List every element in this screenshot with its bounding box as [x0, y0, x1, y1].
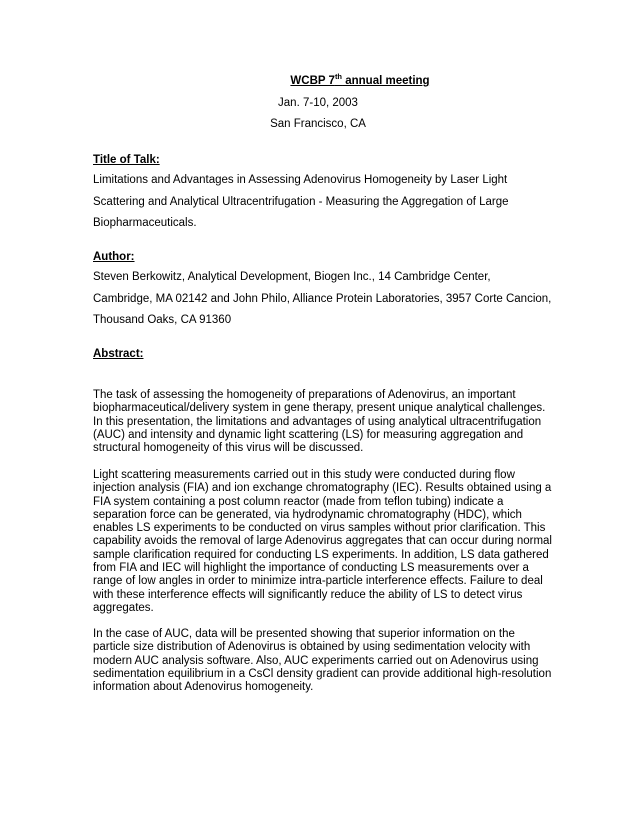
- author-text: Steven Berkowitz, Analytical Development, Biogen Inc., 14 Cambridge Center, Cambridge, MA 02142 and John Philo, Alliance Protein Laboratories, 3957 Corte Cancion, Thousand Oaks, CA 91360: [93, 271, 552, 326]
- meeting-title-ordinal: th: [334, 72, 343, 81]
- meeting-title-prefix: WCBP 7: [290, 75, 335, 87]
- abstract-paragraph: In the case of AUC, data will be presented showing that superior information on the particle size distribution of Adenovirus is obtained by using sedimentation velocity with modern AUC analysis software. Also, AUC experiments carried out on Adenovirus using sedimentation equilibrium in a CsCl density gradient can provide additional high-resolution information about Adenovirus homogeneity.: [93, 628, 552, 694]
- meeting-title-text: [290, 72, 430, 87]
- abstract-paragraph: Light scattering measurements carried out in this study were conducted during flow injection analysis (FIA) and ion exchange chromatography (IEC). Results obtained using a FIA system containing a post column reactor (made from teflon tubing) indicate a separation force can be generated, via hydrodynamic chromatography (HDC), which enables LS experiments to be conducted on virus samples without prior clarification. This capability avoids the removal of large Adenovirus aggregates that can occur during normal sample clarification required for conducting LS experiments. In addition, LS data gathered from FIA and IEC will highlight the importance of conducting LS measurements over a range of low angles in order to minimize intra-particle interference effects. Failure to deal with these interference effects will significantly reduce the ability of LS to detect virus aggregates.: [93, 469, 552, 614]
- abstract-heading: Abstract:: [93, 348, 144, 360]
- meeting-title-suffix: annual meeting: [342, 75, 430, 87]
- abstract-paragraph: The task of assessing the homogeneity of preparations of Adenovirus, an important biopharmaceutical/delivery system in gene therapy, present unique analytical challenges. In this presentation, the limitations and advantages of using analytical ultracentrifugation (AUC) and intensity and dynamic light scattering (LS) for measuring aggregation and structural homogeneity of this virus will be discussed.: [93, 389, 546, 455]
- meeting-title: [92, 74, 544, 89]
- talk-title-heading: Title of Talk:: [93, 154, 160, 166]
- meeting-dates: Jan. 7-10, 2003: [278, 97, 358, 109]
- author-heading: Author:: [93, 251, 135, 263]
- talk-title-text: Limitations and Advantages in Assessing Adenovirus Homogeneity by Laser Light Scattering and Analytical Ultracentrifugation - Measuring the Aggregation of Large Biopharmaceuticals.: [93, 174, 509, 229]
- meeting-location: San Francisco, CA: [270, 118, 366, 130]
